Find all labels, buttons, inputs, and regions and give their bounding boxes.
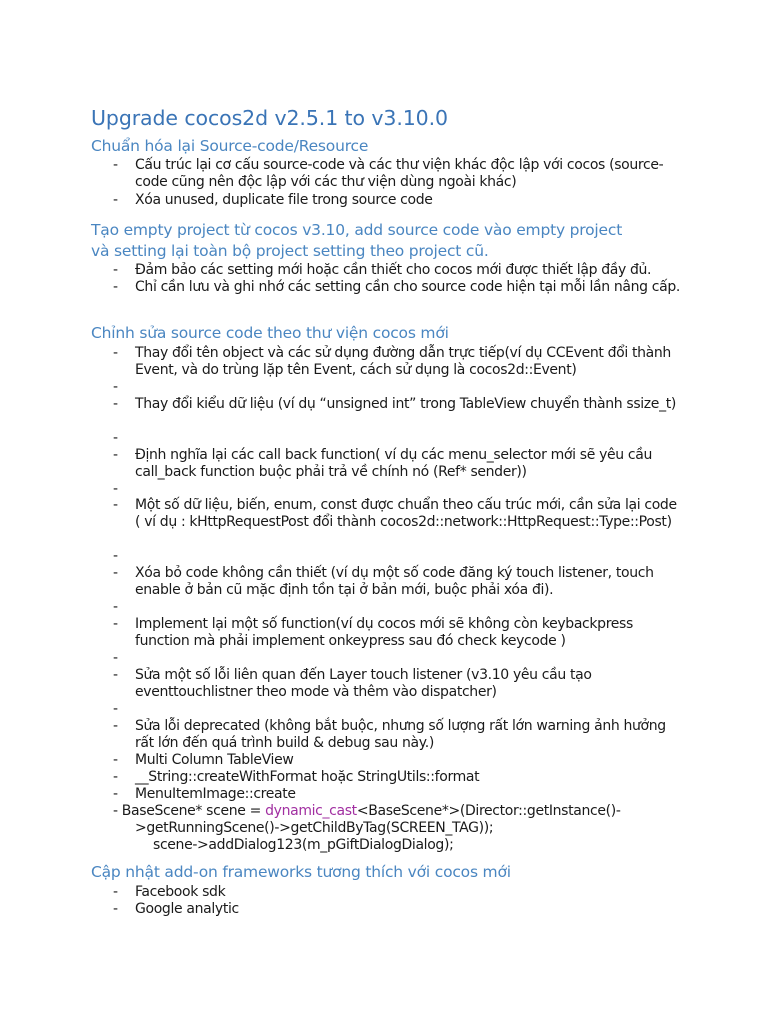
bullet-dash: - (113, 430, 118, 446)
bullet-dash: - (113, 786, 118, 802)
bullet-dash: - (113, 497, 118, 513)
section-heading-addon-frameworks: Cập nhật add-on frameworks tương thích với cocos mới (91, 863, 511, 881)
section-heading-edit-source: Chỉnh sửa source code theo thư viện cocos mới (91, 324, 449, 342)
code-keyword: dynamic_cast (265, 803, 357, 819)
code-line: >getRunningScene()->getChildByTag(SCREEN_TAG)); (135, 820, 494, 836)
bullet-dash: - (113, 262, 118, 278)
document-page: Upgrade cocos2d v2.5.1 to v3.10.0 Chuẩn hóa lại Source-code/Resource - Cấu trúc lại cơ cấu source-code và các thư viện khác độc lập với cocos (source-code cũng nên độc lập với các thư viện dùng ngoài khác) - Xóa unused, duplicate file trong source code Tạo empty project từ cocos v3.10, add source code vào empty project và setting lại toàn bộ project setting theo project cũ. - Đảm bảo các setting mới hoặc cần thiết cho cocos mới được thiết lập đầy đủ. - Chỉ cần lưu và ghi nhớ các setting cần cho source code hiện tại mỗi lần nâng cấp. Chỉnh sửa source code theo thư viện cocos mới - Thay đổi tên object và các sử dụng đường dẫn trực tiếp(ví dụ CCEvent đổi thành Event, và do trùng lặp tên Event, cách sử dụng là cocos2d::Event) - - Thay đổi kiểu dữ liệu (ví dụ “unsigned int” trong TableView chuyển thành ssize_t) - - Định nghĩa lại các call back function( ví dụ các menu_selector mới sẽ yêu cầu call_back function buộc phải trả về chính nó (Ref* sender)) - - Một số dữ liệu, biến, enum, const được chuẩn theo cấu trúc mới, cần sửa lại code ( ví dụ : kHttpRequestPost đổi thành cocos2d::network::HttpRequest::Type::Post) - - Xóa bỏ code không cần thiết (ví dụ một số code đăng ký touch listener, touch enable ở bản cũ mặc định tồn tại ở bản mới, buộc phải xóa đi). - - Implement lại một số function(ví dụ cocos mới sẽ không còn keybackpress function mà phải implement onkeypress sau đó check keycode ) - - Sửa một số lỗi liên quan đến Layer touch listener (v3.10 yêu cầu tạo eventtouchlistner theo mode và thêm vào dispatcher) - - Sửa lỗi deprecated (không bắt buộc, nhưng số lượng rất lớn warning ảnh hưởng rất lớn đến quá trình build & debug sau này.) - Multi Column TableView - __String::createWithFormat hoặc StringUtils::format - MenuItemImage::create - BaseScene* scene = dynamic_cast<BaseScene*>(Director::getInstance()- >getRunningScene()->getChildByTag(SCREEN_TAG)); scene->addDialog123(m_pGiftDialogDialog); Cập nhật add-on frameworks tương thích với cocos mới - Facebook sdk - Google analytic (91, 106, 680, 917)
code-line: scene->addDialog123(m_pGiftDialogDialog); (153, 837, 454, 853)
bullet-dash: - (113, 447, 118, 463)
section-heading-empty-project: Tạo empty project từ cocos v3.10, add source code vào empty project và setting lại toàn bộ project setting theo project cũ. (91, 221, 623, 260)
bullet-dash: - (113, 379, 118, 395)
bullet-dash: - (113, 157, 118, 173)
bullet-dash: - (113, 701, 118, 717)
bullet-dash: - (113, 599, 118, 615)
bullet-dash: - (113, 616, 118, 632)
bullet-dash: - (113, 345, 118, 361)
section-heading-source-code: Chuẩn hóa lại Source-code/Resource (91, 137, 369, 155)
bullet-dash: - (113, 769, 118, 785)
bullet-dash: - (113, 752, 118, 768)
bullet-dash: - (113, 548, 118, 564)
document-title: Upgrade cocos2d v2.5.1 to v3.10.0 (91, 106, 448, 130)
bullet-dash: - (113, 565, 118, 581)
bullet-dash: - (113, 718, 118, 734)
bullet-dash: - (113, 481, 118, 497)
bullet-dash: - (113, 901, 118, 917)
bullet-dash: - (113, 650, 118, 666)
bullet-dash: - (113, 884, 118, 900)
bullet-dash: - (113, 396, 118, 412)
bullet-dash: - (113, 667, 118, 683)
code-line: - BaseScene* scene = dynamic_cast<BaseScene*>(Director::getInstance()- (113, 803, 621, 819)
bullet-dash: - (113, 192, 118, 208)
bullet-dash: - (113, 279, 118, 295)
